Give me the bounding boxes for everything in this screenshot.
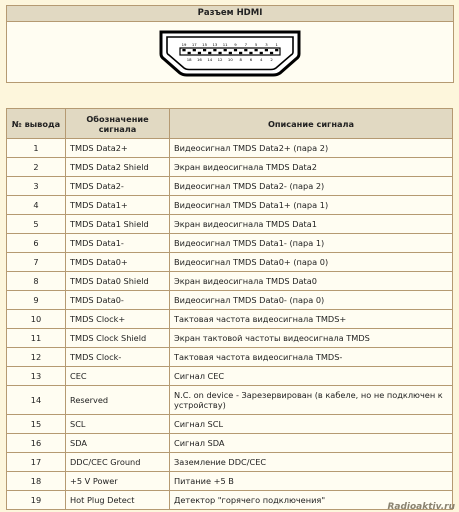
pin-contact-bottom — [218, 52, 221, 54]
signal-name: TMDS Clock+ — [66, 310, 170, 329]
pin-number: 5 — [7, 215, 66, 234]
table-row — [7, 348, 453, 367]
pin-contact-top — [182, 49, 185, 51]
table-row — [7, 272, 453, 291]
table-row — [7, 177, 453, 196]
pin-label-top: 9 — [234, 42, 237, 47]
hdmi-pinout-table — [6, 108, 453, 510]
pin-number: 14 — [7, 386, 66, 415]
signal-name: TMDS Data1- — [66, 234, 170, 253]
signal-name: TMDS Data2 Shield — [66, 158, 170, 177]
pin-number: 1 — [7, 139, 66, 158]
pin-label-top: 3 — [265, 42, 268, 47]
pin-number: 17 — [7, 453, 66, 472]
connector-title: Разъем HDMI — [7, 6, 453, 22]
signal-name: TMDS Clock- — [66, 348, 170, 367]
signal-description: Заземление DDC/CEC — [170, 453, 453, 472]
pin-number: 7 — [7, 253, 66, 272]
signal-description: Экран видеосигнала TMDS Data2 — [170, 158, 453, 177]
signal-description: Видеосигнал TMDS Data1+ (пара 1) — [170, 196, 453, 215]
pin-label-bottom: 2 — [270, 57, 273, 62]
signal-name: TMDS Data2+ — [66, 139, 170, 158]
signal-description: Экран видеосигнала TMDS Data1 — [170, 215, 453, 234]
pin-label-bottom: 12 — [217, 57, 223, 62]
header-signal-name: Обозначение сигнала — [66, 109, 170, 139]
signal-name: TMDS Data0+ — [66, 253, 170, 272]
pin-contact-bottom — [239, 52, 242, 54]
signal-description: Видеосигнал TMDS Data2- (пара 2) — [170, 177, 453, 196]
table-row — [7, 386, 453, 415]
pin-contact-bottom — [260, 52, 263, 54]
pin-contact-bottom — [270, 52, 273, 54]
table-row — [7, 253, 453, 272]
pin-label-bottom: 14 — [207, 57, 213, 62]
site-watermark: Radioaktiv.ru — [387, 502, 455, 512]
pin-contact-top — [203, 49, 206, 51]
signal-name: Hot Plug Detect — [66, 491, 170, 510]
pin-label-bottom: 8 — [239, 57, 242, 62]
signal-name: SCL — [66, 415, 170, 434]
pin-contact-top — [193, 49, 196, 51]
signal-name: TMDS Clock Shield — [66, 329, 170, 348]
signal-name: Reserved — [66, 386, 170, 415]
pin-number: 16 — [7, 434, 66, 453]
pin-number: 11 — [7, 329, 66, 348]
pin-number: 6 — [7, 234, 66, 253]
pin-number: 4 — [7, 196, 66, 215]
table-row — [7, 158, 453, 177]
table-row — [7, 472, 453, 491]
table-row — [7, 291, 453, 310]
table-row — [7, 329, 453, 348]
pin-number: 19 — [7, 491, 66, 510]
table-row — [7, 453, 453, 472]
table-row — [7, 434, 453, 453]
hdmi-connector-panel — [6, 5, 454, 83]
table-row — [7, 215, 453, 234]
signal-description: Экран видеосигнала TMDS Data0 — [170, 272, 453, 291]
signal-description: Тактовая частота видеосигнала TMDS- — [170, 348, 453, 367]
pin-label-top: 5 — [254, 42, 258, 47]
signal-name: TMDS Data1 Shield — [66, 215, 170, 234]
pin-label-bottom: 6 — [249, 57, 253, 62]
pin-contact-top — [255, 49, 258, 51]
pin-contact-top — [224, 49, 227, 51]
bottom-pin-contacts — [188, 52, 274, 54]
header-pin-number: № вывода — [7, 109, 66, 139]
signal-description: N.C. on device - Зарезервирован (в кабеле, но не подключен к устройству) — [170, 386, 453, 415]
table-row — [7, 310, 453, 329]
signal-description: Видеосигнал TMDS Data1- (пара 1) — [170, 234, 453, 253]
signal-description: Видеосигнал TMDS Data0+ (пара 0) — [170, 253, 453, 272]
pin-label-top: 19 — [181, 42, 187, 47]
signal-name: +5 V Power — [66, 472, 170, 491]
pin-contact-bottom — [229, 52, 232, 54]
pin-contact-bottom — [188, 52, 191, 54]
table-header-row — [7, 109, 453, 139]
pin-contact-top — [234, 49, 237, 51]
signal-description: Сигнал SCL — [170, 415, 453, 434]
pin-contact-top — [213, 49, 216, 51]
pin-label-bottom: 18 — [186, 57, 192, 62]
pin-label-bottom: 16 — [197, 57, 202, 62]
pin-number: 10 — [7, 310, 66, 329]
header-signal-description: Описание сигнала — [170, 109, 453, 139]
signal-description: Сигнал SDA — [170, 434, 453, 453]
signal-name: CEC — [66, 367, 170, 386]
signal-description: Экран тактовой частоты видеосигнала TMDS — [170, 329, 453, 348]
pin-label-top: 1 — [275, 42, 278, 47]
signal-description: Детектор "горячего подключения" — [170, 491, 453, 510]
pin-contact-top — [275, 49, 278, 51]
pin-label-bottom: 4 — [260, 57, 263, 62]
signal-description: Сигнал CEC — [170, 367, 453, 386]
pin-label-bottom: 10 — [227, 57, 233, 62]
signal-description: Питание +5 В — [170, 472, 453, 491]
signal-description: Видеосигнал TMDS Data0- (пара 0) — [170, 291, 453, 310]
pin-number: 18 — [7, 472, 66, 491]
pin-label-top: 13 — [212, 42, 218, 47]
table-row — [7, 234, 453, 253]
signal-name: TMDS Data1+ — [66, 196, 170, 215]
pin-number: 3 — [7, 177, 66, 196]
pin-number: 12 — [7, 348, 66, 367]
table-row — [7, 491, 453, 510]
pin-number: 8 — [7, 272, 66, 291]
pin-contact-top — [244, 49, 247, 51]
pin-label-top: 15 — [202, 42, 208, 47]
pin-contact-top — [265, 49, 268, 51]
pin-number: 9 — [7, 291, 66, 310]
table-row — [7, 367, 453, 386]
pin-label-top: 7 — [244, 42, 248, 47]
signal-name: TMDS Data0 Shield — [66, 272, 170, 291]
pin-contact-bottom — [249, 52, 252, 54]
pin-number: 15 — [7, 415, 66, 434]
pin-contact-bottom — [208, 52, 211, 54]
bottom-pin-labels — [187, 57, 274, 62]
table-row — [7, 139, 453, 158]
signal-description: Тактовая частота видеосигнала TMDS+ — [170, 310, 453, 329]
signal-name: TMDS Data2- — [66, 177, 170, 196]
pin-contact-bottom — [198, 52, 201, 54]
table-row — [7, 196, 453, 215]
pin-label-top: 17 — [191, 42, 197, 47]
signal-name: DDC/CEC Ground — [66, 453, 170, 472]
signal-description: Видеосигнал TMDS Data2+ (пара 2) — [170, 139, 453, 158]
signal-name: SDA — [66, 434, 170, 453]
pin-number: 13 — [7, 367, 66, 386]
pin-number: 2 — [7, 158, 66, 177]
table-row — [7, 415, 453, 434]
hdmi-connector-diagram — [155, 26, 305, 81]
signal-name: TMDS Data0- — [66, 291, 170, 310]
pin-label-top: 11 — [222, 42, 228, 47]
